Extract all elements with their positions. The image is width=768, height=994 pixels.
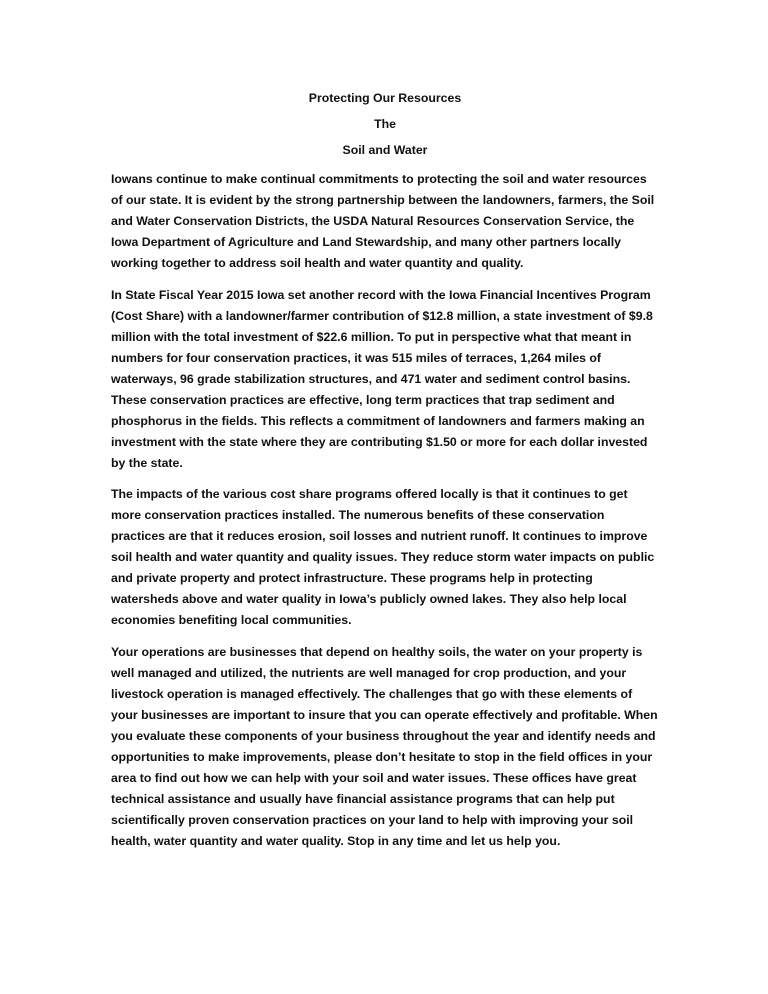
document-title: Protecting Our Resources <box>308 91 462 105</box>
document-body <box>111 90 659 862</box>
paragraph-cost-share-impacts: The impacts of the various cost share programs offered locally is that it continues to get more conservation practices installed. The numerous benefits of these conservation practices are that it reduces erosion, soil losses and nutrient runoff. It continues to improve soil health and water quantity and quality issues. They reduce storm water impacts on public and private property and protect infrastructure. These programs help in protecting watersheds above and water quality in Iowa’s publicly owned lakes. They also help local economies benefiting local communities. <box>111 487 655 627</box>
paragraph-your-operations: Your operations are businesses that depend on healthy soils, the water on your property is well managed and utilized, the nutrients are well managed for crop production, and your livestock operation is managed effectively. The challenges that go with these elements of your businesses are important to insure that you can operate effectively and profitable. When you evaluate these components of your business throughout the year and identify needs and opportunities to make improvements, please don’t hesitate to stop in the field offices in your area to find out how we can help with your soil and water issues. These offices have great technical assistance and usually have financial assistance programs that can help put scientifically proven conservation practices on your land to help with improving your soil health, water quantity and water quality. Stop in any time and let us help you. <box>111 644 658 848</box>
paragraph-partnership: Iowans continue to make continual commitments to protecting the soil and water resources of our state. It is evident by the strong partnership between the landowners, farmers, the Soil and Water Conservation Districts, the USDA Natural Resources Conservation Service, the Iowa Department of Agriculture and Land Stewardship, and many other partners locally working together to address soil health and water quantity and quality. <box>111 172 655 270</box>
document-subtitle-soil-and-water: Soil and Water <box>342 143 428 157</box>
paragraph-fiscal-year-2015: In State Fiscal Year 2015 Iowa set another record with the Iowa Financial Incentives Program (Cost Share) with a landowner/farmer contribution of $12.8 million, a state investment of $9.8 million with the total investment of $22.6 million. To put in perspective what that meant in numbers for four conservation practices, it was 515 miles of terraces, 1,264 miles of waterways, 96 grade stabilization structures, and 471 water and sediment control basins. These conservation practices are effective, long term practices that trap sediment and phosphorus in the fields. This reflects a commitment of landowners and farmers making an investment with the state where they are contributing $1.50 or more for each dollar invested by the state. <box>111 287 653 470</box>
document-subtitle-the: The <box>374 117 396 131</box>
